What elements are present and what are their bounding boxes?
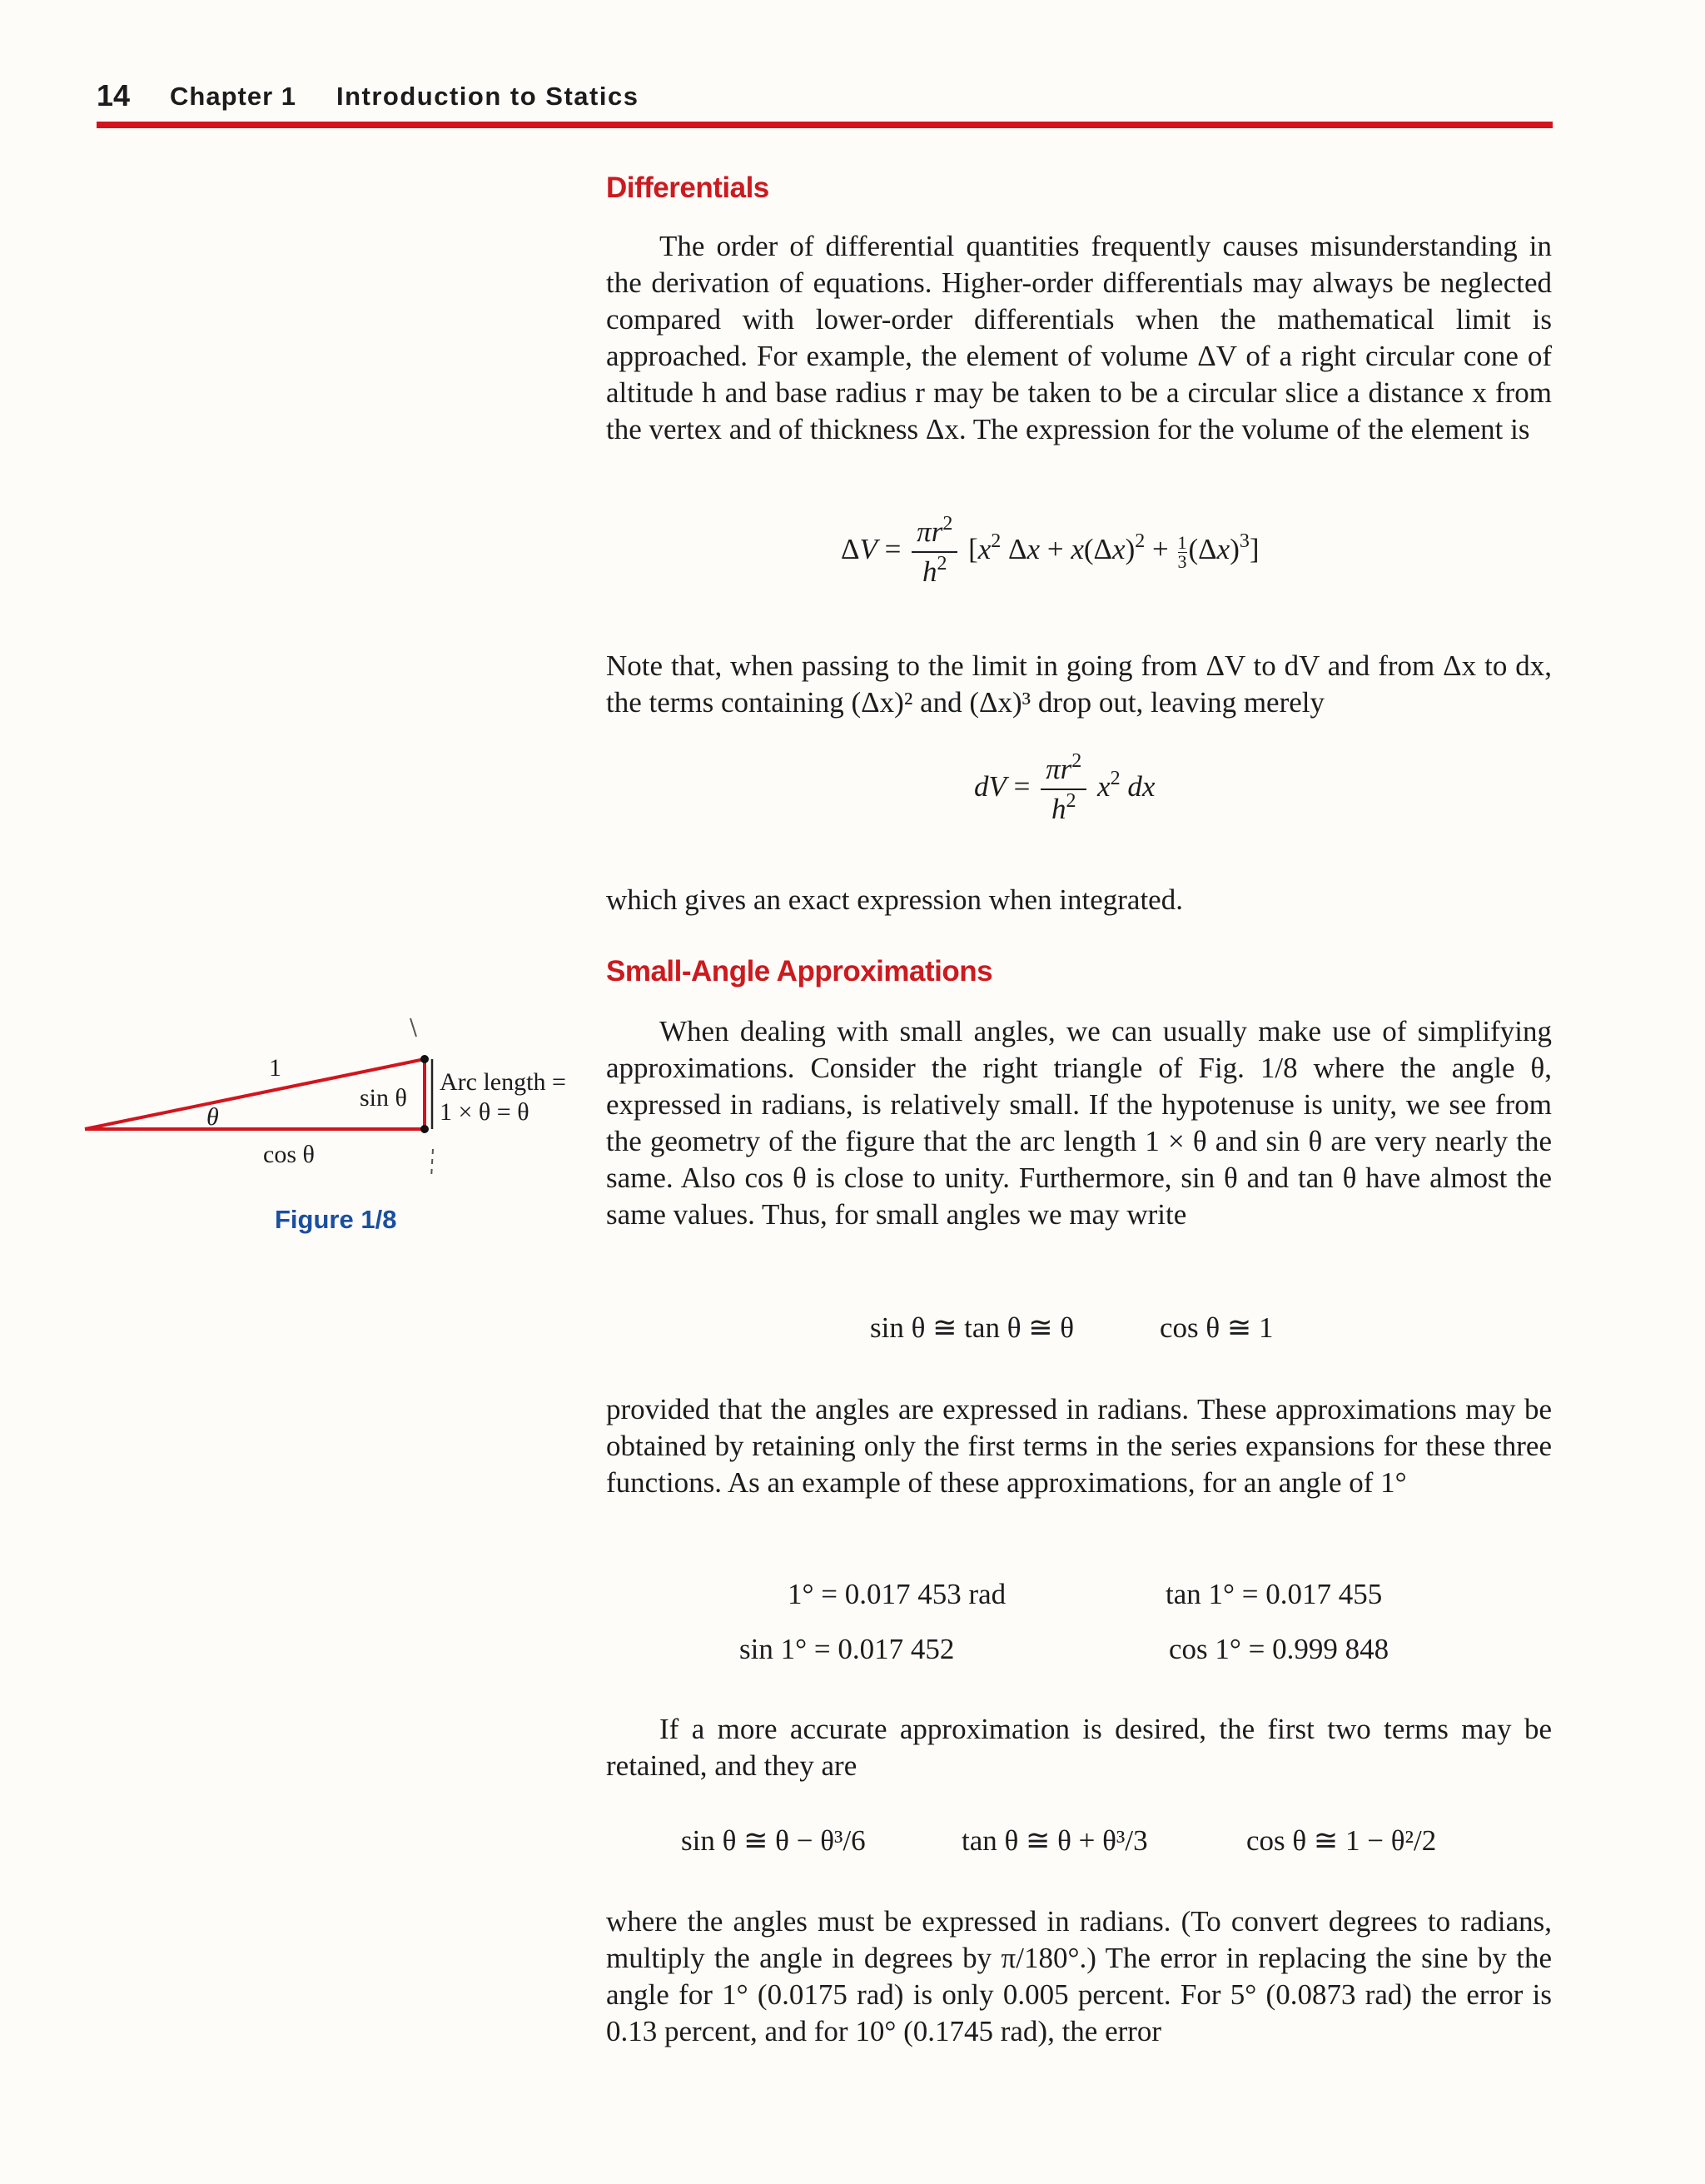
figure-caption: Figure 1/8	[275, 1205, 397, 1234]
table-sin-1: sin 1° = 0.017 452	[739, 1633, 955, 1665]
section-heading-small-angle: Small-Angle Approximations	[606, 955, 993, 988]
equation-dv: dV = $\frac{\pi r^2}{h^2}$ $x^2$ dx	[974, 750, 1156, 825]
arc-mark-bottom	[431, 1149, 433, 1178]
figure-arc-label-2: 1 × θ = θ	[440, 1098, 529, 1126]
equation-cos-two-terms: cos θ ≅ 1 − θ²/2	[1246, 1824, 1437, 1857]
equation-small-angle-first: sin θ ≅ tan θ ≅ θ	[870, 1311, 1075, 1344]
vertex-dot-bottom	[420, 1125, 429, 1133]
header-rule	[97, 122, 1553, 128]
figure-cos-label: cos θ	[263, 1141, 315, 1168]
small-angle-paragraph-4: where the angles must be expressed in radians. (To convert degrees to radians, multiply the angle in degrees by π/180°.) The error in replacing the sine by the angle for 1° (0.0175 rad) is only 0.005 percent. For 5° (0.0873 rad) the error is 0.13 percent, and for 10° (0.1745 rad), the error	[606, 1905, 1552, 2047]
figure-sin-label: sin θ	[360, 1084, 407, 1112]
table-tan-1: tan 1° = 0.017 455	[1166, 1578, 1383, 1610]
differentials-paragraph-1: The order of differential quantities frequently causes misunderstanding in the derivation of equations. Higher-order differentials may always be neglected compared with lower-order differentials when the mathematical limit is approached. For example, the element of volume ΔV of a right circular cone of altitude h and base radius r may be taken to be a circular slice a distance x from the vertex and of thickness Δx. The expression for the volume of the element is	[606, 230, 1552, 445]
page-number: 14	[97, 78, 131, 112]
table-degree-rad: 1° = 0.017 453 rad	[788, 1578, 1007, 1610]
small-angle-paragraph-3: If a more accurate approximation is desired, the first two terms may be retained, and they are	[606, 1713, 1552, 1782]
differentials-paragraph-3: which gives an exact expression when integrated.	[606, 883, 1183, 916]
small-angle-paragraph-1: When dealing with small angles, we can usually make use of simplifying approximations. Consider the right triangle of Fig. 1/8 where the angle θ, expressed in radians, is relatively small. If the hypotenuse is unity, we see from the geometry of the figure that the arc length 1 × θ and sin θ are very nearly the same. Also cos θ is close to unity. Furthermore, sin θ and tan θ have almost the same values. Thus, for small angles we may write	[606, 1015, 1552, 1231]
table-cos-1: cos 1° = 0.999 848	[1169, 1633, 1389, 1665]
small-angle-paragraph-2: provided that the angles are expressed in radians. These approximations may be obtained by retaining only the first terms in the series expansions for these three functions. As an example of these approximations, for an angle of 1°	[606, 1393, 1552, 1499]
vertex-dot-top	[420, 1055, 429, 1063]
equation-cos-first: cos θ ≅ 1	[1160, 1311, 1274, 1344]
equation-tan-two-terms: tan θ ≅ θ + θ³/3	[962, 1824, 1148, 1857]
figure-arc-label-1: Arc length =	[440, 1068, 566, 1096]
equation-sin-two-terms: sin θ ≅ θ − θ³/6	[681, 1824, 866, 1857]
section-heading-differentials: Differentials	[606, 172, 769, 204]
arc-mark-top	[410, 1018, 416, 1037]
equation-delta-v: ΔV = $\frac{\pi r^2}{h^2}$ [$x^2$ $\Delta x + x(\Delta x)^2$ + $\frac{1}{3}$ $(\Delta x)^3$]	[841, 513, 1260, 588]
chapter-label: Chapter 1	[170, 82, 296, 111]
figure-hypotenuse-label: 1	[269, 1054, 281, 1082]
differentials-paragraph-2: Note that, when passing to the limit in going from ΔV to dV and from Δx to dx, the terms containing (Δx)² and (Δx)³ drop out, leaving merely	[606, 649, 1552, 719]
chapter-title: Introduction to Statics	[336, 82, 639, 111]
figure-theta-label: θ	[206, 1103, 219, 1131]
